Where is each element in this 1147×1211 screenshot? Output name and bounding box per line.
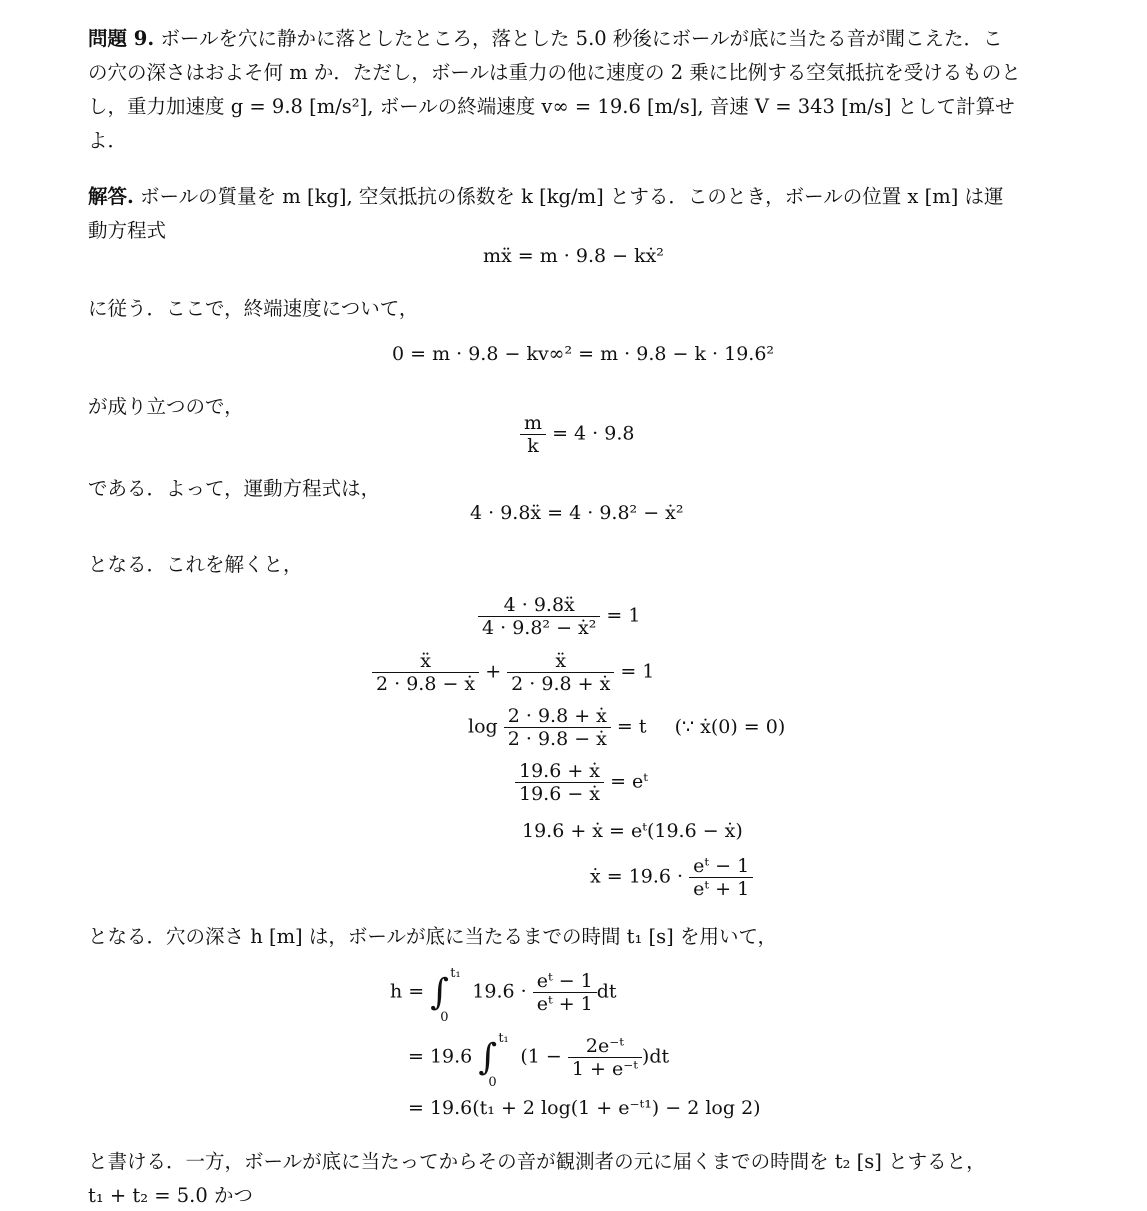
answer-intro	[88, 180, 1074, 248]
fraction-denominator: 2 · 9.8 − ẋ	[372, 672, 479, 695]
solve-step-1	[478, 594, 640, 639]
integral-upper-limit: t₁	[498, 1031, 509, 1046]
text-terminal-velocity: に従う．ここで，終端速度について，	[88, 297, 419, 320]
fraction-denominator: 2 · 9.8 − ẋ	[504, 727, 611, 750]
equation-rhs: = 4 · 9.8	[552, 422, 635, 445]
fraction-denominator: 19.6 − ẋ	[515, 782, 604, 805]
problem-line-2: の穴の深さはおよそ何 m か．ただし，ボールは重力の他に速度の 2 乗に比例する空気抵抗を受けるものと	[88, 61, 1021, 84]
problem-line-4: よ．	[88, 129, 128, 152]
integral-lower-limit: 0	[488, 1075, 497, 1090]
equation-rewritten: 4 · 9.8ẍ = 4 · 9.8² − ẋ²	[470, 502, 684, 524]
problem-line-3: し，重力加速度 g = 9.8 [m/s²], ボールの終端速度 v∞ = 19.6 [m/s], 音速 V = 343 [m/s] として計算せ	[88, 95, 1015, 118]
equation-terminal: 0 = m · 9.8 − kv∞² = m · 9.8 − k · 19.6²	[392, 343, 775, 365]
integral-lower-limit: 0	[440, 1010, 449, 1025]
integral-upper-limit: t₁	[450, 966, 461, 981]
solve-step-3	[468, 705, 785, 750]
answer-line-2: 動方程式	[88, 219, 167, 242]
equation-rhs: = eᵗ	[610, 770, 648, 793]
equation-lhs: h =	[390, 980, 425, 1003]
paren-close: )dt	[641, 1045, 670, 1068]
fraction-denominator: 1 + e⁻ᵗ	[568, 1057, 642, 1080]
solve-step-5: 19.6 + ẋ = eᵗ(19.6 − ẋ)	[522, 820, 743, 842]
problem-label: 問題 9.	[88, 27, 155, 50]
log-operator: log	[468, 715, 498, 738]
problem-line-1: ボールを穴に静かに落としたところ，落とした 5.0 秒後にボールが底に当たる音が聞こえた．こ	[160, 27, 1003, 50]
initial-condition-note: (∵ ẋ(0) = 0)	[674, 715, 786, 738]
integrand-coefficient: 19.6 ·	[472, 980, 527, 1003]
equation-rhs: = 1	[620, 660, 655, 683]
equation-lhs: ẋ = 19.6 ·	[590, 865, 684, 888]
paren-open: (1 −	[520, 1045, 562, 1068]
depth-integral-3: = 19.6(t₁ + 2 log(1 + e⁻ᵗ¹) − 2 log 2)	[408, 1097, 761, 1119]
fraction-denominator: 4 · 9.8² − ẋ²	[478, 616, 600, 639]
fraction-numerator: eᵗ − 1	[693, 855, 750, 877]
text-sound-time: と書ける．一方，ボールが底に当たってからその音が観測者の元に届くまでの時間を t₂ [s] とすると，	[88, 1150, 986, 1173]
fraction-numerator: eᵗ − 1	[536, 970, 593, 992]
integral-sign: ∫	[478, 1037, 498, 1078]
fraction-numerator: m	[524, 412, 543, 434]
text-solving: となる．これを解くと，	[88, 553, 303, 576]
solve-step-4	[515, 760, 648, 805]
problem-statement	[88, 22, 1074, 158]
text-depth: となる．穴の深さ h [m] は，ボールが底に当たるまでの時間 t₁ [s] を用いて，	[88, 925, 778, 948]
text-therefore: である．よって，運動方程式は，	[88, 477, 381, 500]
integral-sign: ∫	[430, 972, 450, 1013]
equation-rhs: = 1	[606, 604, 641, 627]
fraction-numerator: 2 · 9.8 + ẋ	[507, 705, 607, 727]
equation-lhs: = 19.6	[408, 1045, 473, 1068]
differential: dt	[596, 980, 617, 1003]
fraction-denominator: eᵗ + 1	[689, 877, 753, 900]
fraction-numerator: 4 · 9.8ẍ	[503, 594, 575, 616]
fraction-numerator: ẍ	[555, 650, 567, 672]
fraction-m-over-k	[520, 412, 546, 457]
text-total-time: t₁ + t₂ = 5.0 かつ	[88, 1184, 253, 1207]
fraction-numerator: ẍ	[420, 650, 431, 672]
fraction-numerator: 19.6 + ẋ	[519, 760, 601, 782]
fraction-denominator: k	[520, 434, 546, 457]
fraction-denominator: 2 · 9.8 + ẋ	[507, 672, 614, 695]
plus-sign: +	[485, 660, 502, 683]
fraction-numerator: 2e⁻ᵗ	[585, 1035, 624, 1057]
equation-m-over-k	[520, 412, 634, 457]
solve-step-6	[590, 855, 753, 900]
depth-integral-2	[408, 1031, 670, 1090]
equation-rhs: = t	[616, 715, 647, 738]
text-holds: が成り立つので，	[88, 395, 244, 418]
solve-step-2	[372, 650, 654, 695]
answer-label: 解答.	[88, 185, 134, 208]
fraction-denominator: eᵗ + 1	[533, 992, 597, 1015]
answer-line-1: ボールの質量を m [kg], 空気抵抗の係数を k [kg/m] とする．このとき，ボールの位置 x [m] は運	[140, 185, 1004, 208]
depth-integral-1	[390, 966, 617, 1025]
equation-of-motion: mẍ = m · 9.8 − kẋ²	[483, 245, 664, 267]
